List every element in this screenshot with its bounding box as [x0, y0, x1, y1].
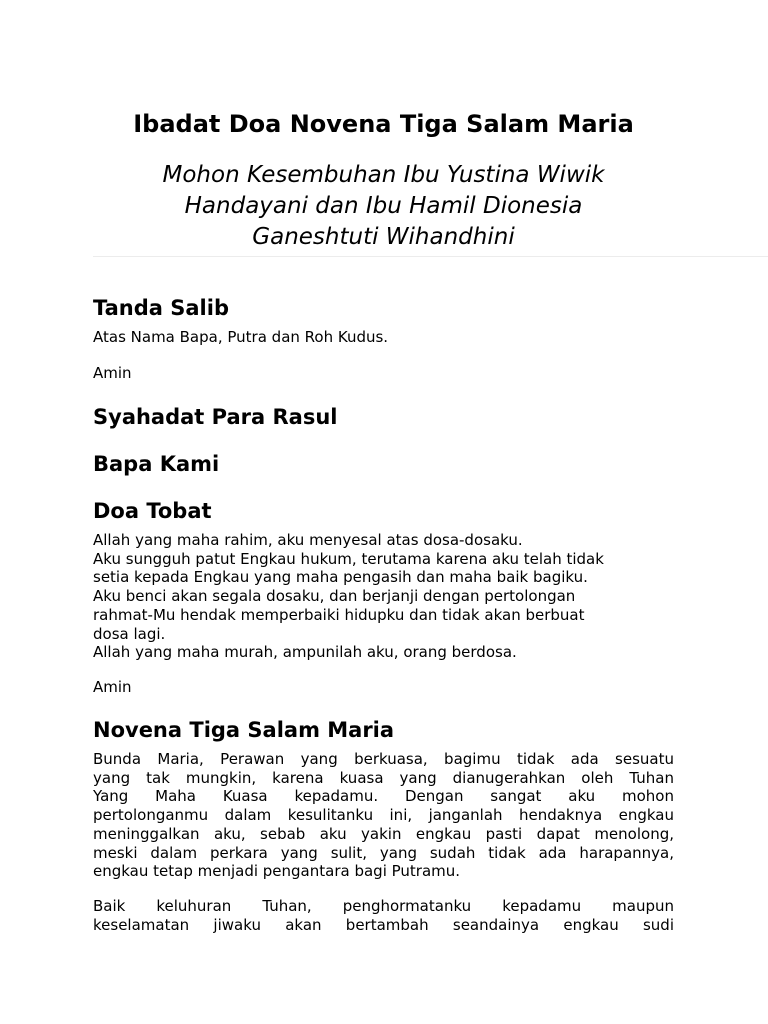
text-line: Allah yang maha murah, ampunilah aku, orang berdosa. — [93, 643, 517, 662]
heading-novena-tiga-salam-maria: Novena Tiga Salam Maria — [93, 718, 395, 742]
text-line: Aku sungguh patut Engkau hukum, terutama karena aku telah tidak — [93, 549, 604, 568]
text-line: Baik keluhuran Tuhan, penghormatanku kepadamu maupun — [93, 897, 674, 915]
heading-doa-tobat: Doa Tobat — [93, 499, 212, 523]
text-line: keselamatan jiwaku akan bertambah seandainya engkau sudi — [93, 915, 674, 934]
doa-tobat-amin: Amin — [93, 678, 132, 696]
heading-bapa-kami: Bapa Kami — [93, 452, 220, 476]
text-line: Yang Maha Kuasa kepadamu. Dengan sangat aku mohon — [93, 787, 674, 806]
document-subtitle — [93, 160, 674, 253]
tanda-salib-text: Atas Nama Bapa, Putra dan Roh Kudus. — [93, 328, 389, 346]
text-line: Bunda Maria, Perawan yang berkuasa, bagimu tidak ada sesuatu — [93, 750, 674, 768]
text-line: Allah yang maha rahim, aku menyesal atas dosa-dosaku. — [93, 531, 523, 549]
text-line: yang tak mungkin, karena kuasa yang dianugerahkan oleh Tuhan — [93, 768, 674, 787]
document-title: Ibadat Doa Novena Tiga Salam Maria — [133, 110, 634, 138]
header-divider — [93, 256, 768, 257]
text-line: meski dalam perkara yang sulit, yang sudah tidak ada harapannya, — [93, 843, 674, 862]
doa-tobat-text — [93, 531, 674, 662]
text-line: engkau tetap menjadi pengantara bagi Putramu. — [93, 862, 461, 881]
text-line: rahmat-Mu hendak memperbaiki hidupku dan tidak akan berbuat — [93, 605, 585, 624]
novena-paragraph-2 — [93, 897, 674, 934]
text-line: dosa lagi. — [93, 624, 166, 643]
text-line: pertolonganmu dalam kesulitanku ini, janganlah hendaknya engkau — [93, 806, 674, 825]
heading-tanda-salib: Tanda Salib — [93, 296, 229, 320]
subtitle-line: Ganeshtuti Wihandhini — [252, 224, 515, 250]
heading-syahadat-para-rasul: Syahadat Para Rasul — [93, 405, 338, 429]
subtitle-line: Handayani dan Ibu Hamil Dionesia — [184, 193, 583, 219]
tanda-salib-amin: Amin — [93, 364, 132, 382]
text-line: meninggalkan aku, sebab aku yakin engkau pasti dapat menolong, — [93, 824, 674, 843]
text-line: Aku benci akan segala dosaku, dan berjanji dengan pertolongan — [93, 587, 576, 606]
text-line: setia kepada Engkau yang maha pengasih dan maha baik bagiku. — [93, 568, 588, 587]
subtitle-line: Mohon Kesembuhan Ibu Yustina Wiwik — [162, 162, 605, 188]
novena-paragraph-1 — [93, 750, 674, 881]
